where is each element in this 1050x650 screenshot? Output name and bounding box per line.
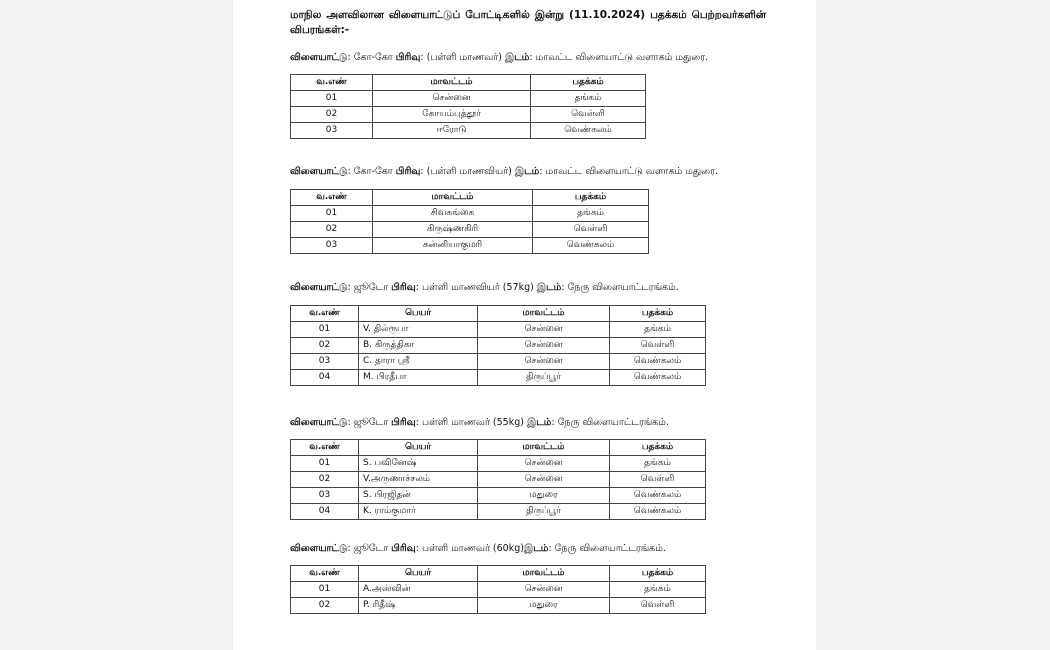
col-header-district: மாவட்டம்: [478, 306, 610, 322]
table-row: [291, 322, 706, 338]
table-row: [291, 370, 706, 386]
cell-medal: தங்கம்: [533, 206, 649, 222]
table-header-row: [291, 75, 646, 91]
medal-table-2: [290, 189, 649, 254]
cell-serial: 04: [291, 504, 359, 520]
cell-serial: 03: [291, 123, 373, 139]
col-header-serial: வ.எண்: [291, 190, 373, 206]
cell-district: மதுரை: [478, 598, 610, 614]
medal-table-5: [290, 565, 706, 614]
table-header-row: [291, 440, 706, 456]
sport-value: : ஜூடோ: [347, 282, 392, 293]
cell-serial: 01: [291, 456, 359, 472]
table-row: [291, 472, 706, 488]
cell-district: கோயம்புத்தூர்: [373, 107, 531, 123]
category-label: பிரிவு: [395, 52, 421, 63]
cell-serial: 01: [291, 322, 359, 338]
category-label: பிரிவு: [391, 543, 416, 554]
section-caption-4: [290, 416, 669, 429]
cell-serial: 02: [291, 222, 373, 238]
cell-serial: 01: [291, 91, 373, 107]
table-header-row: [291, 190, 649, 206]
cell-name: A.அஸ்வின்: [359, 582, 478, 598]
sport-label: விளையாட்டு: [290, 543, 348, 554]
cell-district: சென்னை: [478, 338, 610, 354]
table-row: [291, 598, 706, 614]
venue-label: இடம்: [536, 282, 562, 293]
sport-label: விளையாட்டு: [290, 166, 348, 177]
venue-label: இடம்: [527, 417, 552, 428]
category-value: : (பள்ளி மாணவர்): [420, 52, 505, 63]
cell-medal: வெள்ளி: [610, 338, 706, 354]
table-row: [291, 338, 706, 354]
cell-name: M. பிரதீபா: [359, 370, 478, 386]
sport-label: விளையாட்டு: [290, 417, 348, 428]
col-header-district: மாவட்டம்: [373, 190, 533, 206]
cell-district: சென்னை: [478, 322, 610, 338]
cell-medal: வெண்கலம்: [533, 238, 649, 254]
cell-serial: 03: [291, 238, 373, 254]
cell-district: சென்னை: [478, 354, 610, 370]
category-label: பிரிவு: [391, 282, 416, 293]
cell-medal: தங்கம்: [610, 582, 706, 598]
col-header-serial: வ.எண்: [291, 440, 359, 456]
venue-value: : நேரு விளையாட்டரங்கம்.: [561, 282, 679, 293]
table-row: [291, 123, 646, 139]
cell-district: கிருஷ்ணகிரி: [373, 222, 533, 238]
table-header-row: [291, 306, 706, 322]
cell-district: சென்னை: [478, 456, 610, 472]
table-row: [291, 582, 706, 598]
cell-serial: 02: [291, 338, 359, 354]
table-row: [291, 91, 646, 107]
section-caption-2: [290, 165, 718, 178]
cell-medal: தங்கம்: [610, 456, 706, 472]
cell-district: ஈரோடு: [373, 123, 531, 139]
table-header-row: [291, 566, 706, 582]
medal-table-4: [290, 439, 706, 520]
category-value: : பள்ளி மாணவியர் (57kg): [415, 282, 537, 293]
table-row: [291, 222, 649, 238]
venue-value: : மாவட்ட விளையாட்டு வளாகம் மதுரை.: [539, 166, 719, 177]
category-label: பிரிவு: [391, 417, 416, 428]
category-value: : பள்ளி மாணவர் (55kg): [415, 417, 527, 428]
cell-district: சென்னை: [478, 472, 610, 488]
cell-name: S. பிரஜிதன்: [359, 488, 478, 504]
cell-district: சென்னை: [373, 91, 531, 107]
cell-district: திருப்பூர்: [478, 370, 610, 386]
cell-medal: வெள்ளி: [533, 222, 649, 238]
venue-value: : நேரு விளையாட்டரங்கம்.: [548, 543, 666, 554]
cell-name: P. ரிதீஷ்: [359, 598, 478, 614]
table-row: [291, 488, 706, 504]
cell-medal: தங்கம்: [531, 91, 646, 107]
table-row: [291, 504, 706, 520]
cell-medal: வெள்ளி: [610, 598, 706, 614]
section-caption-1: [290, 51, 708, 64]
document-title: மாநில அளவிலான விளையாட்டுப் போட்டிகளில் இன்று (11.10.2024) பதக்கம் பெற்றவர்களின் விபரங்கள்:-: [290, 9, 766, 36]
col-header-name: பெயர்: [359, 440, 478, 456]
cell-serial: 02: [291, 107, 373, 123]
table-row: [291, 206, 649, 222]
cell-medal: வெண்கலம்: [610, 488, 706, 504]
sport-value: : கோ-கோ: [347, 166, 396, 177]
cell-serial: 03: [291, 488, 359, 504]
cell-medal: வெள்ளி: [531, 107, 646, 123]
sport-value: : ஜூடோ: [347, 417, 392, 428]
document-page: [233, 0, 816, 650]
cell-serial: 04: [291, 370, 359, 386]
table-row: [291, 354, 706, 370]
cell-serial: 02: [291, 598, 359, 614]
cell-district: மதுரை: [478, 488, 610, 504]
category-value: : (பள்ளி மாணவியர்): [420, 166, 515, 177]
cell-name: B. கிருத்திகா: [359, 338, 478, 354]
venue-label: இடம்: [504, 52, 530, 63]
category-label: பிரிவு: [395, 166, 421, 177]
medal-table-3: [290, 305, 706, 386]
sport-value: : ஜூடோ: [347, 543, 392, 554]
col-header-district: மாவட்டம்: [478, 440, 610, 456]
cell-district: திருப்பூர்: [478, 504, 610, 520]
section-caption-5: [290, 542, 666, 555]
col-header-medal: பதக்கம்: [533, 190, 649, 206]
col-header-medal: பதக்கம்: [610, 306, 706, 322]
col-header-district: மாவட்டம்: [373, 75, 531, 91]
table-row: [291, 238, 649, 254]
cell-name: V.அருணாச்சலம்: [359, 472, 478, 488]
cell-medal: வெண்கலம்: [610, 354, 706, 370]
cell-district: சிவகங்கை: [373, 206, 533, 222]
col-header-medal: பதக்கம்: [610, 566, 706, 582]
col-header-name: பெயர்: [359, 566, 478, 582]
sport-label: விளையாட்டு: [290, 52, 348, 63]
cell-medal: வெண்கலம்: [531, 123, 646, 139]
cell-name: K. ராம்குமார்: [359, 504, 478, 520]
sport-label: விளையாட்டு: [290, 282, 348, 293]
col-header-serial: வ.எண்: [291, 75, 373, 91]
category-value: : பள்ளி மாணவர் (60kg): [415, 543, 524, 554]
venue-value: : மாவட்ட விளையாட்டு வளாகம் மதுரை.: [529, 52, 709, 63]
cell-medal: வெண்கலம்: [610, 504, 706, 520]
cell-medal: வெண்கலம்: [610, 370, 706, 386]
cell-district: சென்னை: [478, 582, 610, 598]
cell-name: C. தாரா ஸ்ரீ: [359, 354, 478, 370]
cell-serial: 02: [291, 472, 359, 488]
medal-table-1: [290, 74, 646, 139]
venue-value: : நேரு விளையாட்டரங்கம்.: [551, 417, 669, 428]
cell-name: V. தில்ரூபா: [359, 322, 478, 338]
venue-label: இடம்: [514, 166, 540, 177]
col-header-medal: பதக்கம்: [531, 75, 646, 91]
venue-label: இடம்: [523, 543, 549, 554]
col-header-name: பெயர்: [359, 306, 478, 322]
cell-medal: வெள்ளி: [610, 472, 706, 488]
col-header-district: மாவட்டம்: [478, 566, 610, 582]
table-row: [291, 456, 706, 472]
sport-value: : கோ-கோ: [347, 52, 396, 63]
cell-district: கன்னியாகுமரி: [373, 238, 533, 254]
col-header-serial: வ.எண்: [291, 566, 359, 582]
cell-name: S. பவினேஷ்: [359, 456, 478, 472]
cell-serial: 01: [291, 582, 359, 598]
col-header-serial: வ.எண்: [291, 306, 359, 322]
cell-medal: தங்கம்: [610, 322, 706, 338]
cell-serial: 01: [291, 206, 373, 222]
section-caption-3: [290, 281, 679, 294]
cell-serial: 03: [291, 354, 359, 370]
table-row: [291, 107, 646, 123]
col-header-medal: பதக்கம்: [610, 440, 706, 456]
